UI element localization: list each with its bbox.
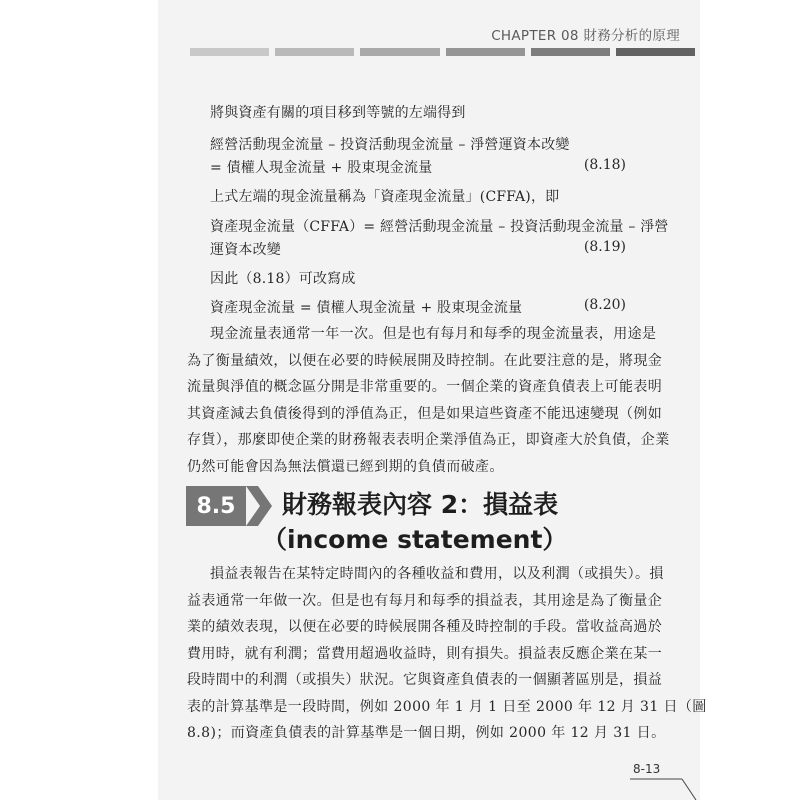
header-stripe bbox=[275, 48, 354, 56]
paragraph-cash-flow bbox=[187, 321, 670, 480]
equation-818-line2: = 債權人現金流量 + 股東現金流量 bbox=[210, 160, 433, 176]
paragraph-line: 表的計算基準是一段時間，例如 2000 年 1 月 1 日至 2000 年 12 月 31 日（圖 bbox=[187, 698, 707, 715]
paragraph-line: 仍然可能會因為無法償還已經到期的負債而破產。 bbox=[187, 458, 504, 475]
equation-818-line1: 經營活動現金流量 – 投資活動現金流量 – 淨營運資本改變 bbox=[210, 137, 570, 153]
equation-820-number: (8.20) bbox=[583, 297, 626, 313]
section-number: 8.5 bbox=[196, 493, 236, 519]
equation-819-number: (8.19) bbox=[583, 239, 626, 255]
paragraph-line: 為了衡量績效，以便在必要的時候展開及時控制。在此要注意的是，將現金 bbox=[187, 352, 663, 369]
paragraph-line: 現金流量表通常一年一次。但是也有每月和每季的現金流量表，用途是 bbox=[210, 326, 657, 342]
paragraph-line: 損益表報告在某特定時間內的各種收益和費用，以及利潤（或損失）。損 bbox=[210, 566, 664, 582]
header-stripes bbox=[190, 48, 695, 56]
header-stripe bbox=[360, 48, 439, 56]
page-number: 8-13 bbox=[633, 762, 661, 776]
paragraph-line: 流量與淨值的概念區分開是非常重要的。一個企業的資產負債表上可能表明 bbox=[187, 379, 663, 395]
chapter-label: CHAPTER 08 bbox=[491, 28, 579, 44]
header-stripe bbox=[531, 48, 610, 56]
equation-820: 資產現金流量 = 債權人現金流量 + 股東現金流量 bbox=[210, 300, 523, 316]
rewrite-intro: 因此（8.18）可改寫成 bbox=[210, 271, 356, 287]
equation-819-line2: 運資本改變 bbox=[210, 242, 281, 258]
header-stripe bbox=[446, 48, 525, 56]
paragraph-line: 段時間中的利潤（或損失）狀況。它與資產負債表的一個顯著區別是，損益 bbox=[187, 672, 663, 688]
cffa-intro: 上式左端的現金流量稱為「資產現金流量」(CFFA)，即 bbox=[210, 189, 560, 205]
paragraph-line: 存貨），那麼即使企業的財務報表表明企業淨值為正，即資產大於負債，企業 bbox=[187, 432, 670, 448]
paragraph-line: 8.8)；而資產負債表的計算基準是一個日期，例如 2000 年 12 月 31 日。 bbox=[187, 725, 666, 741]
section-title-line2: （income statement） bbox=[262, 525, 568, 554]
paragraph-line: 費用時，就有利潤；當費用超過收益時，則有損失。損益表反應企業在某一 bbox=[187, 645, 663, 662]
page-corner-decoration bbox=[630, 752, 700, 800]
paragraph-line: 業的績效表現，以便在必要的時候展開各種及時控制的手段。當收益高過於 bbox=[187, 619, 663, 635]
paragraph-line: 益表通常一年做一次。但是也有每月和每季的損益表，其用途是為了衡量企 bbox=[187, 592, 663, 609]
chapter-header bbox=[491, 24, 680, 44]
equation-819-line1: 資產現金流量（CFFA）= 經營活動現金流量 – 投資活動現金流量 – 淨營 bbox=[210, 219, 669, 235]
section-number-box bbox=[186, 486, 246, 526]
chapter-title: 財務分析的原理 bbox=[583, 28, 680, 44]
header-stripe bbox=[190, 48, 269, 56]
header-stripe bbox=[616, 48, 695, 56]
paragraph-line: 其資產減去負債後得到的淨值為正，但是如果這些資產不能迅速變現（例如 bbox=[187, 405, 663, 422]
paragraph-income-statement bbox=[187, 561, 707, 747]
equation-intro: 將與資產有關的項目移到等號的左端得到 bbox=[210, 105, 466, 121]
equation-818-number: (8.18) bbox=[583, 157, 626, 173]
section-title-line1: 財務報表內容 2：損益表 bbox=[282, 490, 559, 519]
